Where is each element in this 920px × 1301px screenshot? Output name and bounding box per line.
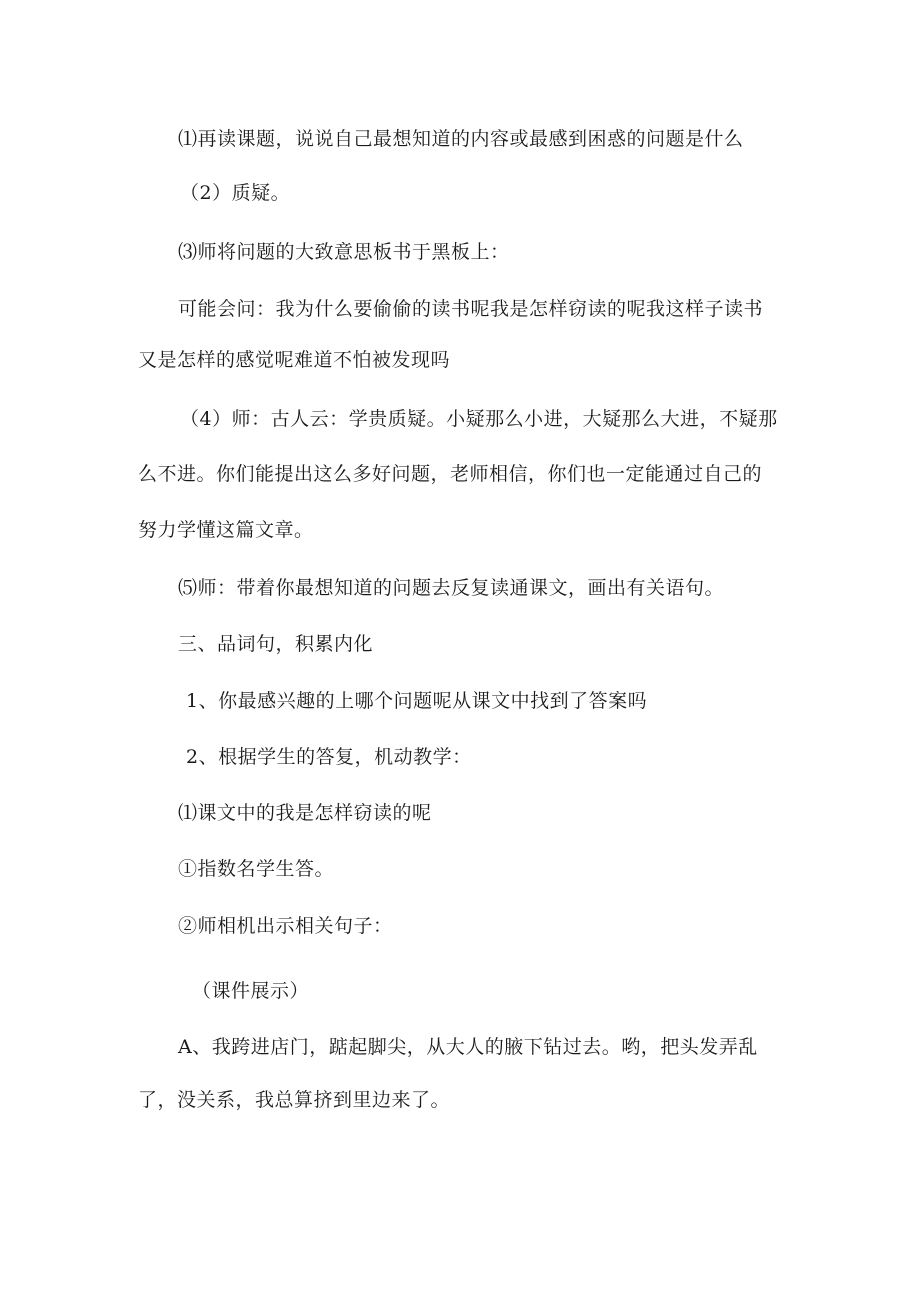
paragraph-teacher-quote-line3: 努力学懂这篇文章。: [138, 519, 314, 541]
paragraph-teacher-quote-line1: （4）师：古人云：学贵质疑。小疑那么小进，大疑那么大进，不疑那: [180, 408, 778, 430]
paragraph-step-1: ①指数名学生答。: [178, 858, 335, 880]
paragraph-teacher-quote-line2: 么不进。你们能提出这么多好问题，老师相信，你们也一定能通过自己的: [138, 463, 763, 485]
section-heading-3: 三、品词句，积累内化: [178, 633, 374, 655]
paragraph-how-read: ⑴课文中的我是怎样窃读的呢: [178, 802, 432, 824]
paragraph-read-text: ⑸师：带着你最想知道的问题去反复读通课文，画出有关语句。: [178, 577, 725, 599]
paragraph-possible-questions-line1: 可能会问：我为什么要偷偷的读书呢我是怎样窃读的呢我这样子读书: [178, 298, 764, 320]
paragraph-quote-a-line2: 了，没关系，我总算挤到里边来了。: [138, 1089, 451, 1111]
paragraph-board-writing: ⑶师将问题的大致意思板书于黑板上：: [178, 241, 510, 263]
paragraph-courseware: （课件展示）: [192, 980, 310, 1002]
paragraph-quote-a-line1: A、我跨进店门，踮起脚尖，从大人的腋下钻过去。哟，把头发弄乱: [178, 1036, 758, 1058]
paragraph-possible-questions-line2: 又是怎样的感觉呢难道不怕被发现吗: [138, 349, 451, 371]
list-item-1: 1、你最感兴趣的上哪个问题呢从课文中找到了答案吗: [186, 690, 648, 712]
list-item-2: 2、根据学生的答复，机动教学：: [186, 746, 472, 768]
paragraph-step-2: ②师相机出示相关句子：: [178, 915, 393, 937]
paragraph-reread-title: ⑴再读课题，说说自己最想知道的内容或最感到困惑的问题是什么: [178, 128, 744, 150]
paragraph-question: （2）质疑。: [180, 182, 291, 204]
